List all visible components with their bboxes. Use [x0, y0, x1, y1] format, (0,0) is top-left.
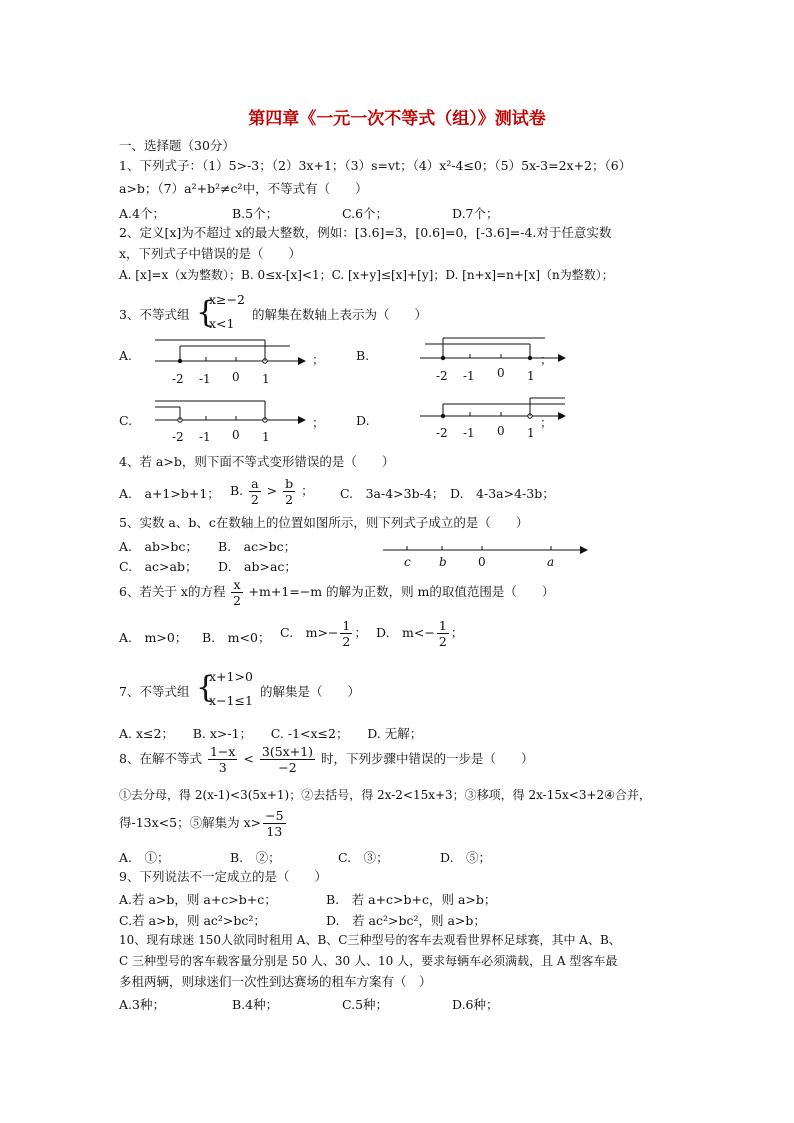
- q10-stem-line1: 10、现有球迷 150人欲同时租用 A、B、C三种型号的客车去观看世界杯足球赛，其中 A、B、: [119, 933, 621, 947]
- q2-stem-line1: 2、定义[x]为不超过 x的最大整数，例如：[3.6]=3，[0.6]=0，[-3.6]=-4.对于任意实数: [119, 225, 612, 240]
- q3-sep-d: ；: [540, 415, 553, 430]
- q3d-tick-label: 1: [527, 426, 535, 440]
- q10-stem-line2: C 三种型号的客车载客量分别是 50 人、30 人、10 人，要求每辆车必须满载，且 A 型客车最: [119, 954, 618, 968]
- fraction: [260, 744, 315, 775]
- q7-brace: {: [196, 670, 216, 705]
- q7-suffix: 的解集是（ ）: [260, 684, 361, 699]
- fraction-denominator: 3: [218, 760, 227, 775]
- q3-prefix: 3、不等式组: [119, 307, 190, 322]
- q8-lt: <: [243, 751, 254, 766]
- q3-suffix: 的解集在数轴上表示为（ ）: [252, 307, 428, 322]
- q3-diagram-b: [420, 338, 566, 383]
- q6-option-d: [376, 618, 463, 649]
- q5-label-0: 0: [478, 555, 486, 569]
- q3b-tick-label: 1: [527, 369, 535, 383]
- q6-option-c-pre: C. m>−: [280, 625, 339, 640]
- q1-option-b: B.5个；: [232, 206, 279, 221]
- q3-diagram-c: [155, 401, 306, 444]
- q3-brace: {: [196, 295, 216, 330]
- q7-system-1: x+1>0: [209, 669, 253, 684]
- fraction-numerator: 3(5x+1): [261, 744, 314, 759]
- q4-option-d: D. 4-3a>4-3b；: [450, 486, 555, 501]
- q7-system-2: x−1≤1: [209, 693, 253, 708]
- q5-option-b: B. ac>bc；: [218, 539, 297, 554]
- q3d-tick-label: -1: [463, 426, 475, 440]
- fraction-numerator: −5: [265, 808, 284, 823]
- q8-prefix: 8、在解不等式: [119, 751, 202, 766]
- q6-suffix: 的解为正数，则 m的取值范围是（ ）: [326, 584, 555, 599]
- fraction: [437, 618, 449, 649]
- fraction-numerator: 1−x: [209, 744, 236, 759]
- q8-suffix: 时，下列步骤中错误的一步是（ ）: [321, 751, 534, 766]
- fraction-denominator: 2: [438, 634, 447, 649]
- q4-option-b-label: B.: [230, 483, 244, 498]
- q10-option-b: B.4种；: [232, 997, 279, 1012]
- q5-number-line: [383, 546, 588, 569]
- q5-label-a: a: [547, 555, 555, 569]
- q7-options: A. x≤2； B. x>-1； C. -1<x≤2； D. 无解；: [119, 726, 423, 741]
- q4-option-c: C. 3a-4>3b-4；: [340, 486, 445, 501]
- q8-stem: [119, 744, 534, 775]
- q5-option-a: A. ab>bc；: [119, 539, 198, 554]
- fraction-numerator: a: [251, 476, 259, 491]
- fraction: [283, 476, 295, 507]
- fraction-numerator: 1: [342, 618, 351, 633]
- q3c-tick-label: -2: [172, 430, 184, 444]
- q9-option-d: D. 若 ac²>bc²，则 a>b；: [326, 913, 486, 928]
- q8-option-b: B. ②；: [230, 850, 281, 865]
- q10-stem-line3: 多租两辆，则球迷们一次性到达赛场的租车方案有（ ）: [119, 974, 432, 989]
- q6-option-a: A. m>0；: [119, 630, 188, 645]
- q6-option-c: [280, 618, 367, 649]
- page-title: 第四章《一元一次不等式（组）》测试卷: [248, 109, 546, 129]
- q1-option-a: A.4个；: [119, 206, 165, 221]
- q5-label-c: c: [404, 555, 411, 569]
- q10-option-a: A.3种；: [119, 997, 165, 1012]
- fraction: [263, 808, 285, 839]
- q6-option-c-end: ；: [354, 625, 367, 640]
- q8-option-a: A. ①；: [119, 850, 170, 865]
- q1-stem-line1: 1、下列式子：（1）5>-3；（2）3x+1；（3）s=vt；（4）x²-4≤0；（5）5x-3=2x+2；（6）: [119, 158, 632, 173]
- q6-option-d-end: ；: [450, 625, 464, 640]
- q4-stem: 4、若 a>b，则下面不等式变形错误的是（ ）: [119, 454, 395, 469]
- q3b-tick-label: -2: [436, 369, 448, 383]
- fraction: [208, 744, 237, 775]
- q3a-tick-label: -2: [172, 372, 184, 386]
- q3-label-d: D.: [356, 413, 370, 428]
- fraction-denominator: 2: [233, 593, 241, 608]
- section-heading: 一、选择题（30分）: [119, 138, 235, 153]
- q3b-tick-label: -1: [463, 369, 475, 383]
- q3a-tick-label: -1: [199, 372, 211, 386]
- fraction: [340, 618, 352, 649]
- q10-option-c: C.5种；: [342, 997, 389, 1012]
- q10-option-d: D.6种；: [452, 997, 499, 1012]
- q9-stem: 9、下列说法不一定成立的是（ ）: [119, 869, 327, 884]
- q3a-tick-label: 1: [262, 372, 270, 386]
- q3-label-a: A.: [119, 348, 133, 363]
- q3d-tick-label: -2: [436, 426, 448, 440]
- q3-sep-a: ；: [312, 352, 325, 367]
- q3-sep-b: ；: [540, 352, 553, 367]
- fraction-denominator: −2: [278, 760, 297, 775]
- q4-option-b-gt: >: [266, 483, 278, 498]
- q3-label-b: B.: [356, 348, 370, 363]
- fraction: [249, 476, 260, 507]
- q9-option-c: C.若 a>b，则 ac²>bc²；: [119, 913, 266, 928]
- q3-label-c: C.: [119, 413, 133, 428]
- q5-label-b: b: [439, 555, 447, 569]
- fraction: [231, 577, 242, 608]
- q3-diagram-a: [155, 340, 306, 386]
- q8-option-d: D. ⑤；: [440, 850, 492, 865]
- q3-diagram-d: [420, 398, 566, 440]
- q5-stem: 5、实数 a、b、c在数轴上的位置如图所示，则下列式子成立的是（ ）: [119, 515, 529, 530]
- q8-option-c: C. ③；: [338, 850, 389, 865]
- q3-system-1: x≥−2: [209, 292, 245, 307]
- q1-option-d: D.7个；: [452, 206, 499, 221]
- q2-options: A. [x]=x（x为整数）；B. 0≤x-[x]<1；C. [x+y]≤[x]+[y]；D. [n+x]=n+[x]（n为整数）；: [119, 268, 614, 282]
- q6-prefix: 6、若关于 x的方程: [119, 584, 226, 599]
- q3-sep-c: ；: [312, 415, 325, 430]
- q3c-tick-label: 0: [232, 428, 240, 442]
- q1-option-c: C.6个；: [342, 206, 389, 221]
- q6-stem: [119, 577, 554, 608]
- q8-steps-line: ①去分母，得 2(x-1)<3(5x+1)；②去括号，得 2x-2<15x+3；③移项，得 2x-15x<3+2④合并，: [119, 788, 651, 802]
- fraction-denominator: 2: [285, 492, 294, 507]
- fraction-numerator: b: [285, 476, 294, 491]
- q3-system-2: x<1: [209, 316, 235, 331]
- fraction-numerator: x: [233, 577, 241, 592]
- fraction-denominator: 2: [250, 492, 259, 507]
- q3c-tick-label: -1: [199, 430, 211, 444]
- q2-stem-line2: x，下列式子中错误的是（ ）: [119, 246, 302, 261]
- fraction-numerator: 1: [438, 618, 447, 633]
- q1-stem-line2: a>b；（7）a²+b²≠c²中，不等式有（ ）: [119, 181, 368, 196]
- q5-option-c: C. ac>ab；: [119, 559, 198, 574]
- q3a-tick-label: 0: [232, 370, 240, 384]
- q4-option-b-end: ；: [301, 483, 314, 498]
- q6-option-b: B. m<0；: [202, 630, 271, 645]
- q4-option-a: A. a+1>b+1；: [119, 486, 220, 501]
- q8-steps-line2: [119, 808, 288, 839]
- q7-prefix: 7、不等式组: [119, 684, 190, 699]
- q6-option-d-pre: D. m<−: [376, 625, 435, 640]
- q3b-tick-label: 0: [497, 366, 505, 380]
- q9-option-b: B. 若 a+c>b+c，则 a>b；: [326, 892, 497, 907]
- fraction-denominator: 13: [266, 824, 283, 839]
- q4-option-b: [230, 476, 314, 507]
- q8-line3-pre: 得-13x<5；⑤解集为 x>: [119, 815, 262, 830]
- q3c-tick-label: 1: [262, 430, 270, 444]
- q3d-tick-label: 0: [497, 424, 505, 438]
- q5-option-d: D. ab>ac；: [218, 559, 297, 574]
- q9-option-a: A.若 a>b，则 a+c>b+c；: [119, 892, 277, 907]
- fraction-denominator: 2: [342, 634, 351, 649]
- q6-equation: +m+1=−m: [248, 584, 323, 599]
